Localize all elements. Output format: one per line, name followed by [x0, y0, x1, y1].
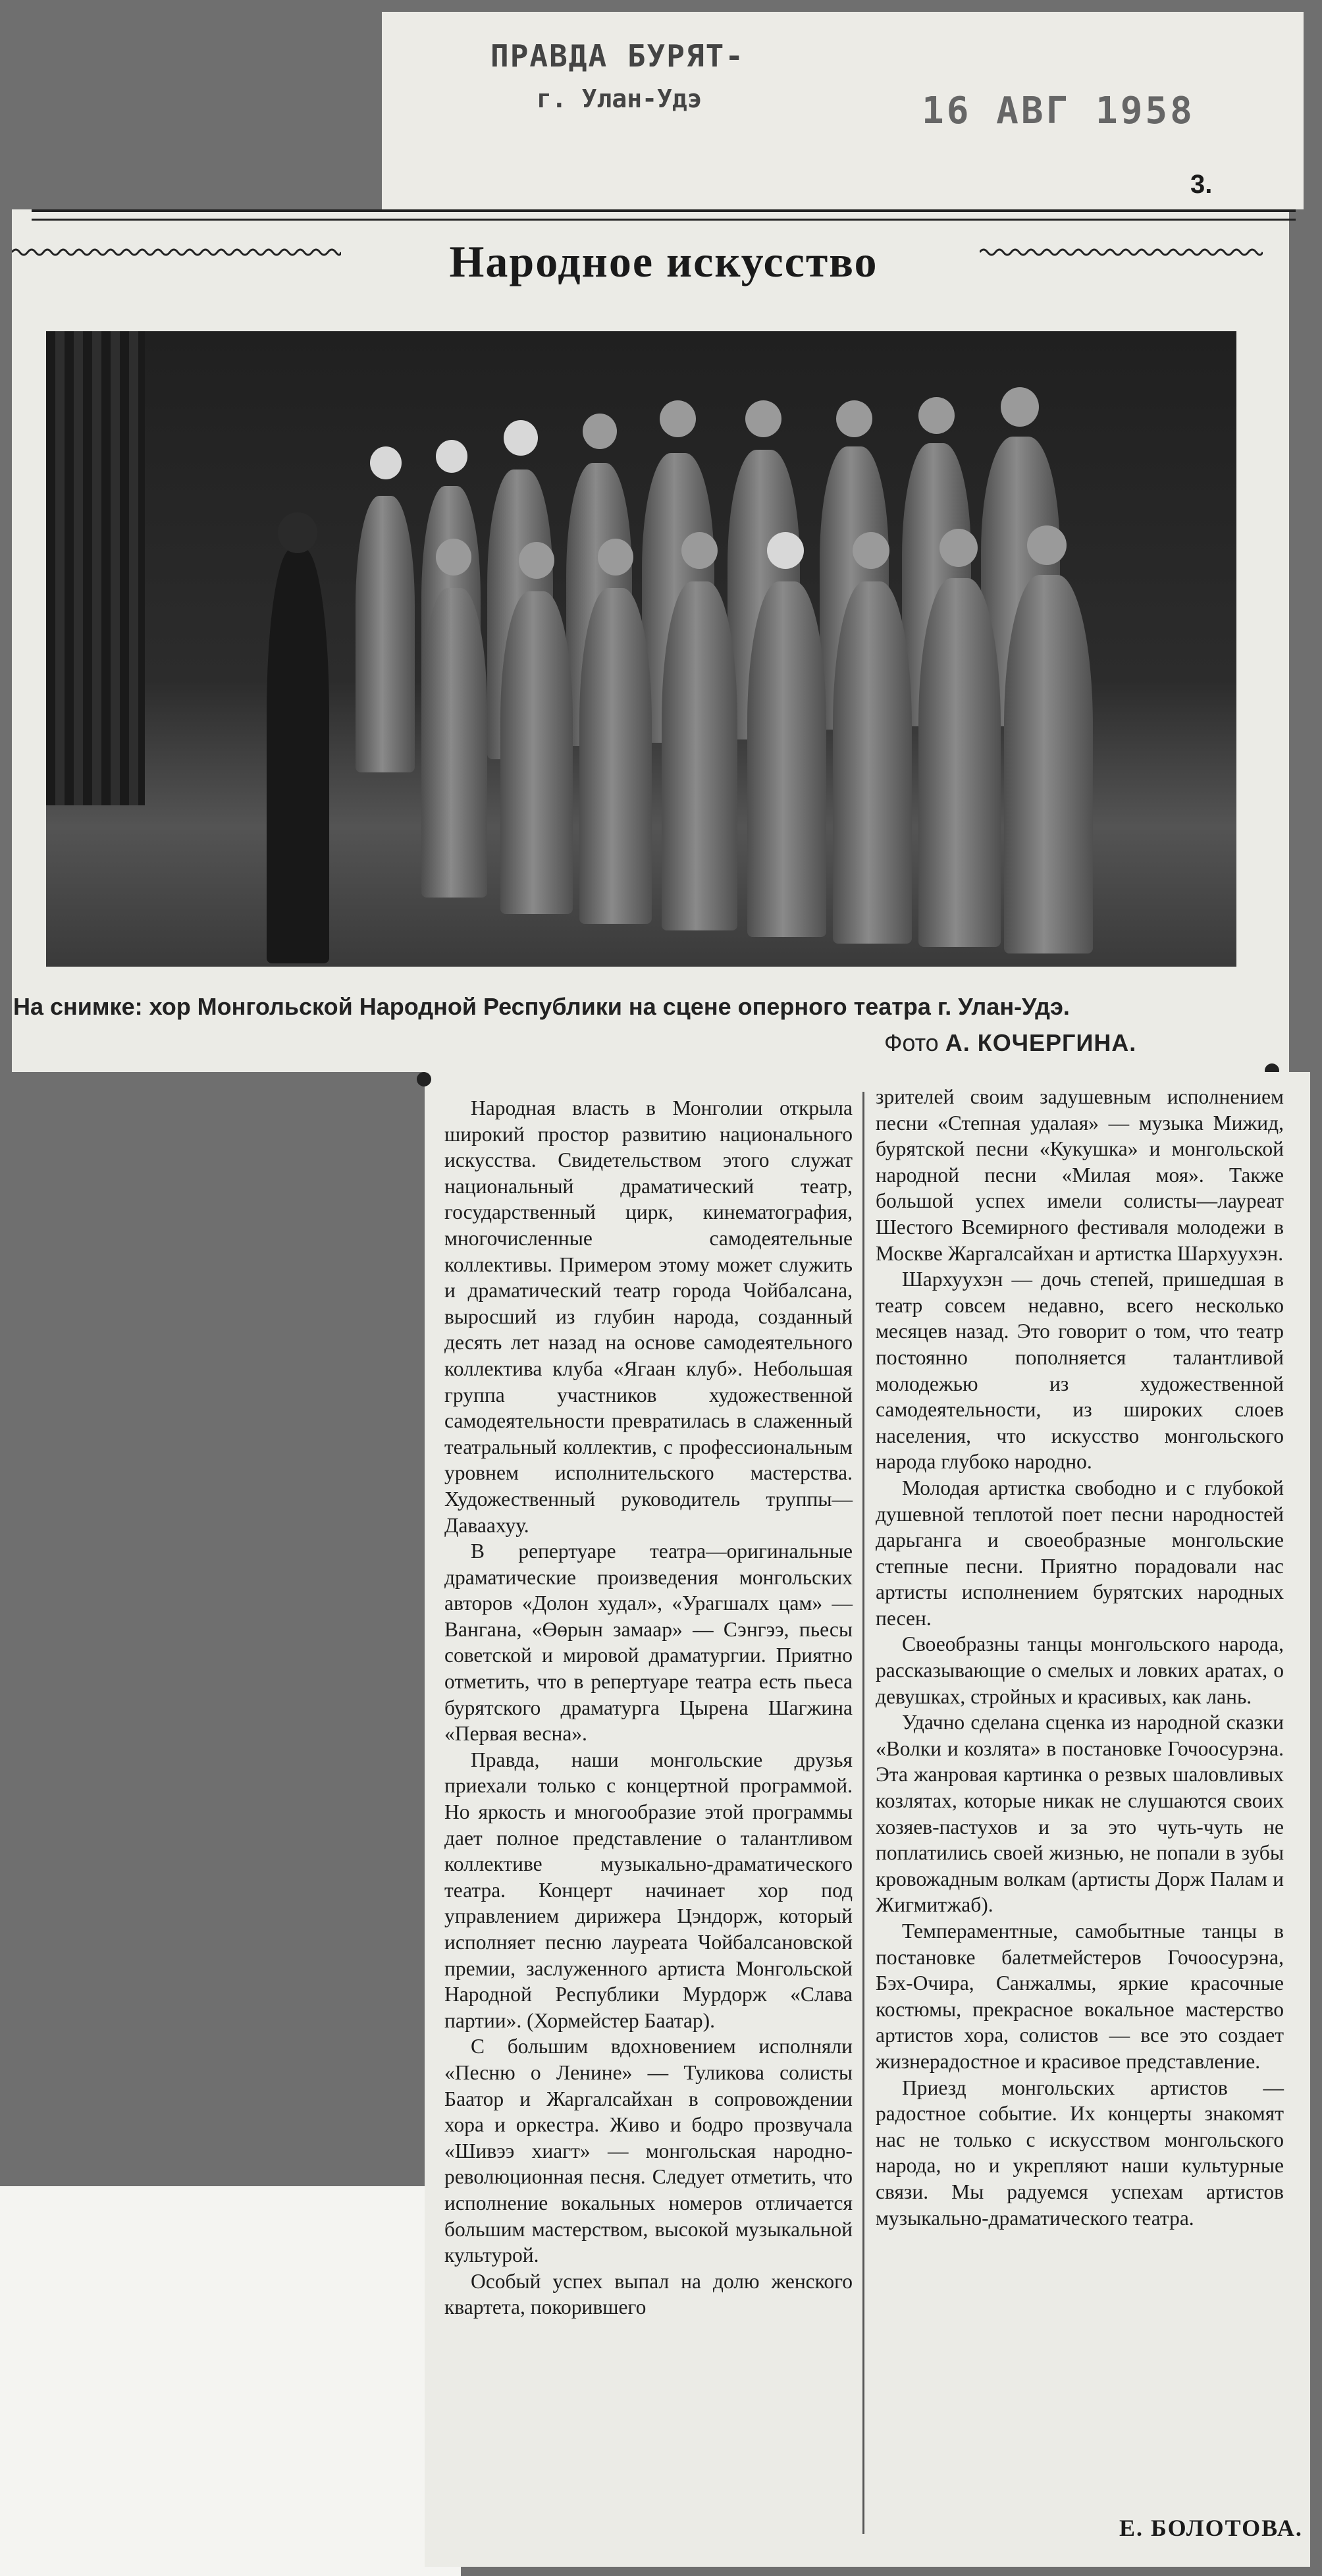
decorative-wave-right — [980, 246, 1263, 259]
decorative-wave-left — [12, 246, 341, 259]
singer-head — [853, 532, 889, 569]
singer-figure — [747, 581, 826, 937]
singer-head — [745, 400, 781, 437]
singer-figure — [356, 496, 415, 772]
singer-head — [436, 539, 471, 576]
singer-head — [681, 532, 718, 569]
singer-head — [836, 400, 872, 437]
article-paragraph: Особый успех выпал на долю женского квартета, покорившего — [444, 2269, 853, 2319]
photo-credit-name: А. КОЧЕРГИНА. — [945, 1029, 1137, 1056]
newspaper-name: ПРАВДА БУРЯТ- — [490, 38, 745, 74]
author-signature: Е. БОЛОТОВА. — [1119, 2515, 1303, 2541]
newspaper-city: г. Улан-Удэ — [537, 84, 702, 113]
header-rule — [32, 209, 1296, 221]
singer-figure — [833, 581, 912, 944]
conductor-head — [278, 512, 317, 553]
article-paragraph: Удачно сделана сценка из народной сказки «Волки и козлята» в постановке Гочоосурэна. Эта жанровая картинка о резвых шаловливых козлятах, которые никак не слушаются своих хозяев-пастухов и за это чуть-чуть не поплатились своей жизнью, не попали в зубы кровожадным волкам (артисты Дорж Палам и Жигмитжаб). — [876, 1711, 1284, 1917]
background-paper — [0, 2186, 461, 2576]
article-paragraph: Народная власть в Монголии открыла широкий простор развитию национального искусства. Свидетельством этого служат национальный драматический театр, государственный цирк, кинематография, многочисленные самодеятельные коллективы. Примером этому может служить и драматический театр города Чойбалсана, выросший из глубин народа, созданный десять лет назад на основе самодеятельного коллектива клуба «Ягаан клуб». Небольшая группа участников художественной самодеятельности превратилась в слаженный театральный коллектив, с профессиональным уровнем исполнительского мастерства. Художественный руководитель труппы—Даваахуу. — [444, 1096, 853, 1537]
headline: Народное искусство — [449, 236, 878, 286]
article-paragraph: Молодая артистка свободно и с глубокой душевной теплотой поет песни народностей дарьганга и своеобразные монгольские степные песни. Приятно порадовали нас артисты исполнением бурятских народных песен. — [876, 1476, 1284, 1630]
article-paragraph: Правда, наши монгольские друзья приехали только с концертной программой. Но яркость и многообразие этой программы дает полное представление о талантливом коллективе музыкально-драматического театра. Концерт начинает хор под управлением дирижера Цэндорж, который исполняет песню лауреата Чойбалсановской премии, заслуженного артиста Монгольской Народной Республики Мурдорж «Слава партии». (Хормейстер Баатар). — [444, 1748, 853, 2032]
page-number: 3. — [1190, 170, 1213, 199]
conductor-figure — [267, 549, 329, 963]
stage-curtain — [46, 331, 145, 805]
singer-figure — [579, 588, 652, 924]
article-paragraph: Шархуухэн — дочь степей, пришедшая в театр совсем недавно, всего несколько месяцев назад. Это говорит о том, что театр постоянно пополняется талантливой молодежью из художественной самодеятельности, из широких слоев населения, что искусство монгольского народа глубоко народно. — [876, 1268, 1284, 1474]
choir-photo — [46, 331, 1236, 967]
singer-head — [583, 414, 617, 449]
singer-head — [436, 440, 467, 473]
singer-head — [918, 397, 955, 434]
article-paragraph: Своеобразны танцы монгольского народа, рассказывающие о смелых и ловких аратах, о девушках, стройных и красивых, как лань. — [876, 1632, 1284, 1708]
photo-clipping — [12, 209, 1289, 1072]
article-paragraph: С большим вдохновением исполняли «Песню о Ленине» — Туликова солисты Баатор и Жаргалсайхан в сопровождении хора и оркестра. Живо и бодро прозвучала «Шивээ хиагт» — монгольская народно-революционная песня. Следует отметить, что исполнение вокальных номеров отличается большим мастерством, высокой музыкальной культурой. — [444, 2035, 853, 2267]
photo-credit — [884, 1029, 1136, 1057]
singer-head — [1001, 387, 1039, 427]
photo-caption: На снимке: хор Монгольской Народной Республики на сцене оперного театра г. Улан-Удэ. — [13, 993, 1070, 1020]
article-paragraph: Темпераментные, самобытные танцы в постановке балетмейстеров Гочоосурэна, Бэх-Очира, Санжалмы, яркие красочные костюмы, прекрасное вокальное мастерство артистов хора, солистов — все это создает жизнерадостное и красивое представление. — [876, 1919, 1284, 2073]
singer-head — [504, 420, 538, 456]
article-column-2 — [876, 1084, 1284, 2231]
date-stamp: 16 АВГ 1958 — [922, 90, 1195, 132]
singer-head — [519, 542, 554, 579]
singer-figure — [500, 591, 573, 914]
column-divider — [862, 1092, 864, 2534]
singer-figure — [662, 581, 737, 930]
masthead-clipping — [382, 12, 1304, 209]
singer-figure — [421, 588, 487, 898]
punch-dot — [417, 1072, 431, 1087]
article-paragraph: В репертуаре театра—оригинальные драматические произведения монгольских авторов «Долон худал», «Урагшалх цам» — Вангана, «Өөрын замаар» — Сэнгээ, пьесы советской и мировой драматургии. Приятно отметить, что в репертуаре театра есть пьеса бурятского драматурга Цырена Шагжина «Первая весна». — [444, 1540, 853, 1746]
article-paragraph: Приезд монгольских артистов — радостное событие. Их концерты знакомят нас не только с искусством монгольского народа, но и укрепляют наши культурные связи. Мы радуемся успехам артистов музыкально-драматического театра. — [876, 2076, 1284, 2230]
singer-head — [767, 532, 804, 569]
singer-head — [939, 529, 978, 567]
singer-figure — [918, 578, 1001, 947]
singer-head — [598, 539, 633, 576]
singer-head — [370, 446, 402, 479]
article-clipping — [425, 1072, 1310, 2567]
article-column-1 — [444, 1095, 853, 2321]
singer-head — [660, 400, 696, 437]
singer-figure — [1004, 575, 1093, 953]
photo-credit-prefix: Фото — [884, 1029, 939, 1056]
article-paragraph: зрителей своим задушевным исполнением песни «Степная удалая» — музыка Мижид, бурятской песни «Кукушка» и монгольской народной песни «Милая моя». Также большой успех имели солисты—лауреат Шестого Всемирного фестиваля молодежи в Москве Жаргалсайхан и артистка Шархуухэн. — [876, 1085, 1284, 1265]
singer-head — [1027, 525, 1067, 565]
